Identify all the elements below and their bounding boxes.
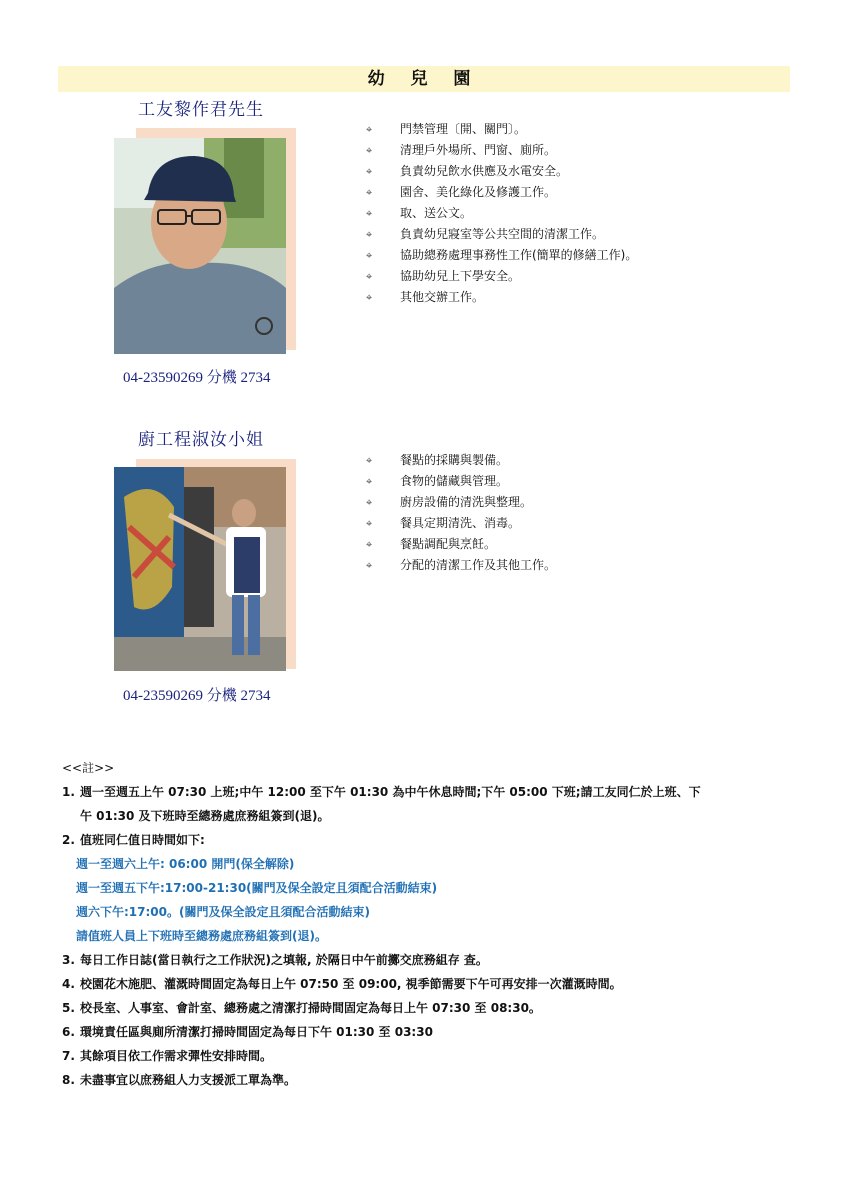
staff-photo-janitor [114,138,286,354]
list-item: ⌖ 協助總務處理事務性工作(簡單的修繕工作)。 [366,245,637,266]
list-item: ⌖ 取、送公文。 [366,203,637,224]
note-item-6: 6. 環境責任區與廁所清潔打掃時間固定為每日下午 01:30 至 03:30 [62,1025,433,1039]
list-item: ⌖ 其他交辦工作。 [366,287,637,308]
bullet-icon: ⌖ [366,123,373,136]
bullet-icon: ⌖ [366,538,373,551]
staff-name-cook: 廚工程淑汝小姐 [138,430,264,450]
list-item: ⌖ 協助幼兒上下學安全。 [366,266,637,287]
bullet-icon: ⌖ [366,454,373,467]
note-item-5: 5. 校長室、人事室、會計室、總務處之清潔打掃時間固定為每日上午 07:30 至 08:30。 [62,1001,541,1015]
list-item: ⌖ 門禁管理〔開、關門〕。 [366,119,637,140]
list-item: ⌖ 負責幼兒飲水供應及水電安全。 [366,161,637,182]
note-item-1: 1. 週一至週五上午 07:30 上班;中午 12:00 至下午 01:30 為中午休息時間;下午 05:00 下班;請工友同仁於上班、下 [62,785,701,799]
section-title-banner: 幼 兒 園 [58,66,790,92]
note-item-1-cont: 午 01:30 及下班時至總務處庶務組簽到(退)。 [80,809,330,823]
duty-schedule-line: 請值班人員上下班時至總務處庶務組簽到(退)。 [76,929,327,943]
bullet-icon: ⌖ [366,517,373,530]
note-item-4: 4. 校園花木施肥、灌溉時間固定為每日上午 07:50 至 09:00, 視季節需要下午可再安排一次灌溉時間。 [62,977,622,991]
note-item-3: 3. 每日工作日誌(當日執行之工作狀況)之填報, 於隔日中午前擲交庶務組存 查。 [62,953,488,967]
bullet-icon: ⌖ [366,228,373,241]
bullet-icon: ⌖ [366,165,373,178]
note-item-8: 8. 未盡事宜以庶務組人力支援派工單為準。 [62,1073,297,1087]
bullet-icon: ⌖ [366,291,373,304]
bullet-icon: ⌖ [366,270,373,283]
list-item: ⌖ 餐點調配與烹飪。 [366,534,556,555]
list-item: ⌖ 負責幼兒寢室等公共空間的清潔工作。 [366,224,637,245]
list-item: ⌖ 分配的清潔工作及其他工作。 [366,555,556,576]
notes-section [62,756,792,1092]
notes-heading: <<註>> [62,761,115,775]
list-item: ⌖ 餐具定期清洗、消毒。 [366,513,556,534]
list-item: ⌖ 餐點的採購與製備。 [366,450,556,471]
staff-phone-janitor: 04-23590269 分機 2734 [123,370,271,386]
duty-list-cook [366,450,556,576]
list-item: ⌖ 食物的儲藏與管理。 [366,471,556,492]
bullet-icon: ⌖ [366,144,373,157]
bullet-icon: ⌖ [366,186,373,199]
duty-schedule-line: 週六下午:17:00。(關門及保全設定且須配合活動結束) [76,905,370,919]
staff-name-janitor: 工友黎作君先生 [138,100,264,120]
duty-schedule-line: 週一至週六上午: 06:00 開門(保全解除) [76,857,295,871]
bullet-icon: ⌖ [366,496,373,509]
bullet-icon: ⌖ [366,559,373,572]
duty-list-janitor [366,119,637,308]
staff-phone-cook: 04-23590269 分機 2734 [123,688,271,704]
list-item: ⌖ 清理戶外場所、門窗、廁所。 [366,140,637,161]
list-item: ⌖ 廚房設備的清洗與整理。 [366,492,556,513]
note-item-7: 7. 其餘項目依工作需求彈性安排時間。 [62,1049,273,1063]
staff-photo-cook [114,467,286,671]
bullet-icon: ⌖ [366,207,373,220]
duty-schedule-line: 週一至週五下午:17:00-21:30(關門及保全設定且須配合活動結束) [76,881,438,895]
list-item: ⌖ 園舍、美化綠化及修護工作。 [366,182,637,203]
note-item-2: 2. 值班同仁值日時間如下: [62,833,205,847]
bullet-icon: ⌖ [366,475,373,488]
bullet-icon: ⌖ [366,249,373,262]
